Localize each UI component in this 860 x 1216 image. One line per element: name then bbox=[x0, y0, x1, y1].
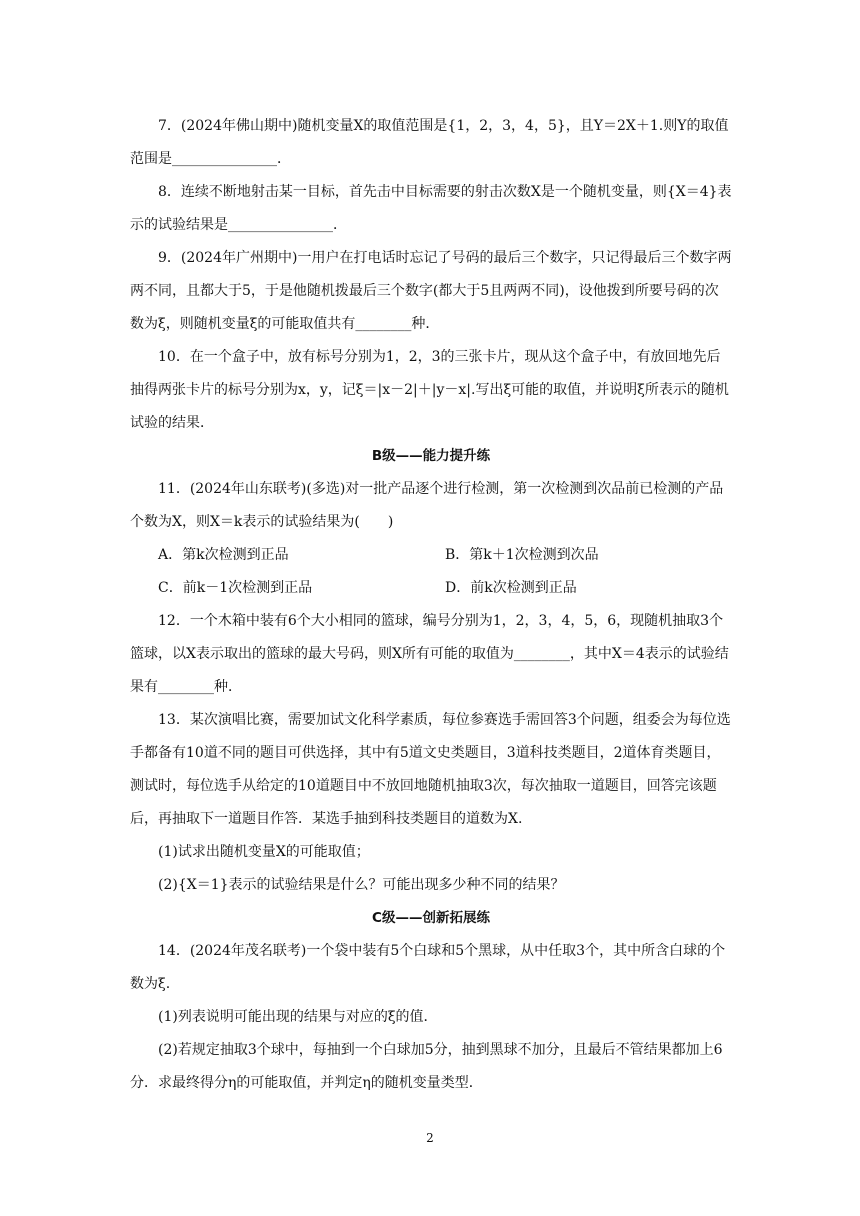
question-10: 10．在一个盒子中，放有标号分别为1，2，3的三张卡片，现从这个盒子中，有放回地先后抽得两张卡片的标号分别为x，y，记ξ＝|x－2|＋|y－x|.写出ξ可能的取值，并说明ξ所表示的随机试验的结果． bbox=[130, 349, 729, 431]
question-13-part-1: (1)试求出随机变量X的可能取值； bbox=[158, 844, 370, 860]
question-13: 13．某次演唱比赛，需要加试文化科学素质，每位参赛选手需回答3个问题，组委会为每位选手都备有10道不同的题目可供选择，其中有5道文史类题目，3道科技类题目，2道体育类题目，测试时，每位选手从给定的10道题目中不放回地随机抽取3次，每次抽取一道题目，回答完该题后，再抽取下一道题目作答．某选手抽到科技类题目的道数为X. bbox=[130, 712, 731, 827]
question-7: 7．(2024年佛山期中)随机变量X的取值范围是{1，2，3，4，5}，且Y＝2X＋1.则Y的取值范围是_______________． bbox=[130, 118, 729, 167]
option-c: C．前k－1次检测到正品 bbox=[158, 580, 313, 596]
question-11-options-row-2 bbox=[130, 572, 732, 605]
option-d: D．前k次检测到正品 bbox=[445, 580, 577, 596]
question-11: 11．(2024年山东联考)(多选)对一批产品逐个进行检测，第一次检测到次品前已检测的产品个数为X，则X＝k表示的试验结果为( ) bbox=[130, 481, 724, 530]
question-14-part-1: (1)列表说明可能出现的结果与对应的ξ的值． bbox=[158, 1009, 438, 1025]
section-c-heading: C级——创新拓展练 bbox=[372, 910, 490, 926]
question-14: 14．(2024年茂名联考)一个袋中装有5个白球和5个黑球，从中任取3个，其中所含白球的个数为ξ. bbox=[130, 943, 726, 992]
section-b-heading: B级——能力提升练 bbox=[371, 448, 491, 464]
option-a: A．第k次检测到正品 bbox=[158, 547, 289, 563]
page-number: 2 bbox=[426, 1131, 434, 1145]
question-9: 9．(2024年广州期中)一用户在打电话时忘记了号码的最后三个数字，只记得最后三个数字两两不同，且都大于5，于是他随机拨最后三个数字(都大于5且两两不同)，设他拨到所要号码的次数为ξ，则随机变量ξ的可能取值共有________种． bbox=[130, 250, 732, 332]
question-13-part-2: (2){X＝1}表示的试验结果是什么？可能出现多少种不同的结果？ bbox=[158, 877, 565, 893]
question-14-part-2: (2)若规定抽取3个球中，每抽到一个白球加5分，抽到黑球不加分，且最后不管结果都加上6分．求最终得分η的可能取值，并判定η的随机变量类型． bbox=[130, 1042, 723, 1091]
option-b: B．第k＋1次检测到次品 bbox=[445, 547, 599, 563]
question-8: 8．连续不断地射击某一目标，首先击中目标需要的射击次数X是一个随机变量，则{X＝4}表示的试验结果是_______________． bbox=[130, 184, 732, 233]
question-12: 12．一个木箱中装有6个大小相同的篮球，编号分别为1，2，3，4，5，6，现随机抽取3个篮球，以X表示取出的篮球的最大号码，则X所有可能的取值为________，其中X＝4表示的试验结果有________种． bbox=[130, 613, 729, 695]
page-content bbox=[130, 110, 732, 1100]
question-11-options-row-1 bbox=[130, 539, 732, 572]
